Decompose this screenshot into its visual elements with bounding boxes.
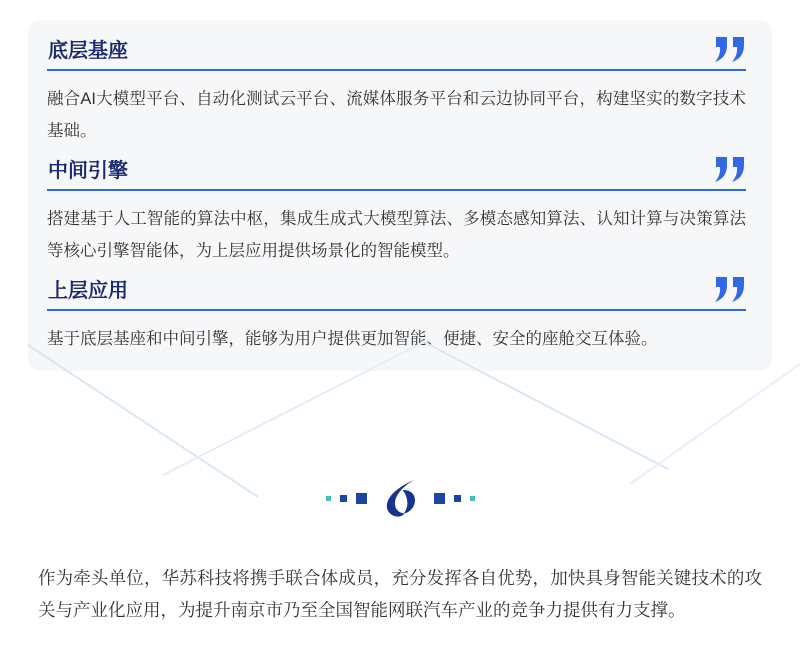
section-foundation (47, 37, 746, 147)
decor-diagonal-lines (0, 341, 800, 551)
decorative-zone (0, 341, 800, 551)
info-card (28, 20, 772, 371)
blue-square-icon (454, 495, 461, 502)
blue-square-icon (356, 493, 367, 504)
section-paragraph: 融合AI大模型平台、自动化测试云平台、流媒体服务平台和云边协同平台，构建坚实的数字技术基础。 (47, 90, 746, 140)
teal-square-icon (326, 496, 331, 501)
section-paragraph: 搭建基于人工智能的算法中枢，集成生成式大模型算法、多模态感知算法、认知计算与决策算法等核心引擎智能体，为上层应用提供场景化的智能模型。 (47, 210, 746, 260)
quote-right-icon (714, 277, 746, 302)
blue-square-icon (340, 495, 347, 502)
logo-accent-squares-left (326, 493, 367, 504)
blue-square-icon (434, 493, 445, 504)
teal-square-icon (470, 496, 475, 501)
section-header (47, 277, 746, 311)
section-header (47, 157, 746, 191)
section-engine (47, 157, 746, 267)
section-title: 中间引擎 (48, 160, 128, 182)
logo-accent-squares-right (434, 493, 475, 504)
footer-paragraph: 作为牵头单位，华苏科技将携手联合体成员，充分发挥各自优势，加快具身智能关键技术的攻关与产业化应用，为提升南京市乃至全国智能网联汽车产业的竞争力提供有力支撑。 (38, 568, 762, 620)
section-paragraph: 基于底层基座和中间引擎，能够为用户提供更加智能、便捷、安全的座舱交互体验。 (47, 330, 658, 348)
section-header (47, 37, 746, 71)
section-title: 底层基座 (48, 40, 128, 62)
quote-right-icon (714, 37, 746, 62)
quote-right-icon (714, 157, 746, 182)
brand-swirl-logo-icon (384, 479, 417, 517)
brand-logo (0, 479, 800, 517)
section-title: 上层应用 (48, 280, 128, 302)
